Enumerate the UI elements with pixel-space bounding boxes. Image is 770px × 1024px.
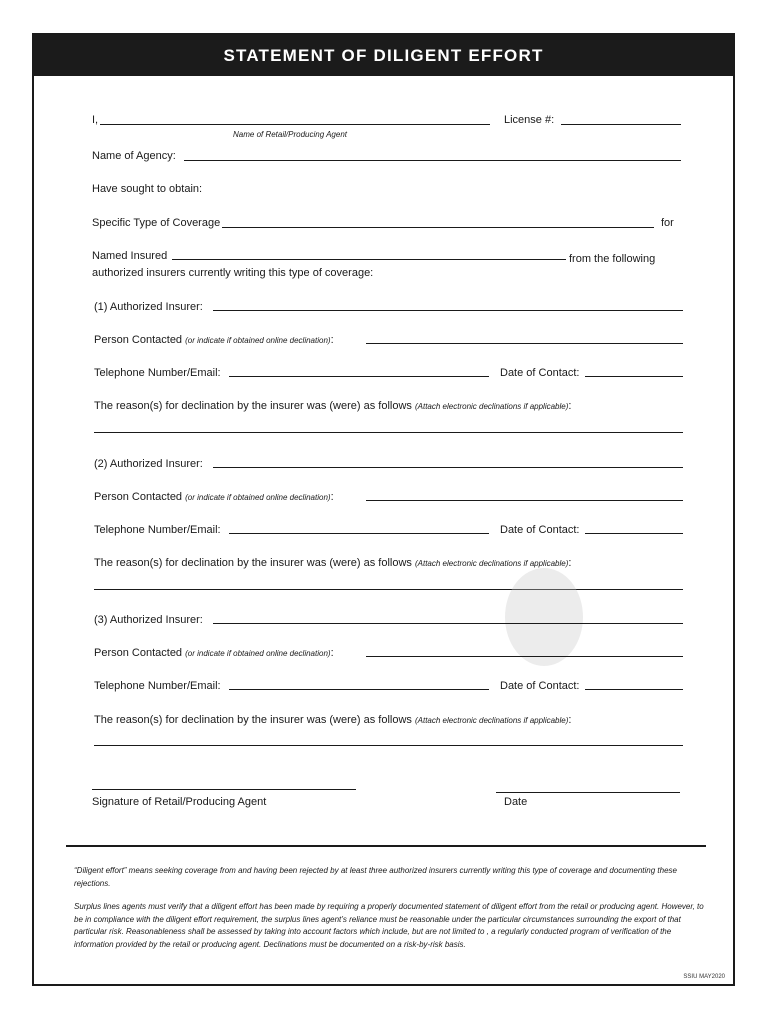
insurer-3-label: (3) Authorized Insurer: <box>94 614 203 626</box>
insurer-2-reason-label: The reason(s) for declination by the insurer was (were) as follows (Attach electronic declinations if applicable): <box>94 557 572 569</box>
signature-field[interactable] <box>92 789 356 790</box>
for-label: for <box>661 217 674 229</box>
signature-label: Signature of Retail/Producing Agent <box>92 796 267 808</box>
form-frame <box>32 33 735 986</box>
scan-smudge <box>505 568 583 666</box>
insurer-3-reason-label: The reason(s) for declination by the insurer was (were) as follows (Attach electronic declinations if applicable): <box>94 714 572 726</box>
insurer-1-field[interactable] <box>213 310 683 311</box>
license-field[interactable] <box>561 124 681 125</box>
insurer-1-reason-label: The reason(s) for declination by the insurer was (were) as follows (Attach electronic declinations if applicable): <box>94 400 572 412</box>
definition-note: “Diligent effort” means seeking coverage from and having been rejected by at least three authorized insurers currently writing this type of coverage and documenting these rejections. <box>74 866 677 888</box>
form-title: STATEMENT OF DILIGENT EFFORT <box>34 35 733 76</box>
agency-label: Name of Agency: <box>92 150 176 162</box>
insurer-2-phone-field[interactable] <box>229 533 489 534</box>
insurer-3-contact-field[interactable] <box>366 656 683 657</box>
insurer-3-reason-field[interactable] <box>94 745 683 746</box>
insurer-3-phone-label: Telephone Number/Email: <box>94 680 221 692</box>
insurer-2-contact-label: Person Contacted (or indicate if obtained online declination): <box>94 491 334 503</box>
insurer-3-date-label: Date of Contact: <box>500 680 580 692</box>
insurer-1-phone-label: Telephone Number/Email: <box>94 367 221 379</box>
agent-name-caption: Name of Retail/Producing Agent <box>233 130 347 139</box>
insurer-2-date-field[interactable] <box>585 533 683 534</box>
insurer-1-phone-field[interactable] <box>229 376 489 377</box>
signature-date-label: Date <box>504 796 528 808</box>
insurer-1-date-label: Date of Contact: <box>500 367 580 379</box>
insurer-3-phone-field[interactable] <box>229 689 489 690</box>
insurer-3-contact-label: Person Contacted (or indicate if obtained online declination): <box>94 647 334 659</box>
insurer-2-reason-field[interactable] <box>94 589 683 590</box>
insurer-1-contact-field[interactable] <box>366 343 683 344</box>
insurer-2-date-label: Date of Contact: <box>500 524 580 536</box>
insured-label: Named Insured <box>92 250 168 262</box>
from-label: from the following <box>569 253 656 265</box>
license-label: License #: <box>504 114 555 126</box>
insurer-2-field[interactable] <box>213 467 683 468</box>
insured-field[interactable] <box>172 259 566 260</box>
form-code: SSIU MAY2020 <box>683 974 725 980</box>
coverage-field[interactable] <box>222 227 654 228</box>
verification-note: Surplus lines agents must verify that a diligent effort has been made by requiring a properly documented statement of diligent effort from the retail or producing agent. However, to be in compliance with the diligent effort requirement, the surplus lines agent’s reliance must be reasonable under the particular circumstances surrounding the export of that particular risk. Reasonableness shall be assessed by taking into account factors which include, but are not limited to , a regularly conducted program of verification of the information provided by the retail or producing agent. Declinations must be documented on a risk-by-risk basis. <box>74 902 704 949</box>
insurer-1-label: (1) Authorized Insurer: <box>94 301 203 313</box>
authorized-text: authorized insurers currently writing this type of coverage: <box>92 267 374 279</box>
insurer-3-date-field[interactable] <box>585 689 683 690</box>
agent-name-field[interactable] <box>100 124 490 125</box>
insurer-2-label: (2) Authorized Insurer: <box>94 458 203 470</box>
insurer-2-phone-label: Telephone Number/Email: <box>94 524 221 536</box>
coverage-label: Specific Type of Coverage <box>92 217 221 229</box>
insurer-3-field[interactable] <box>213 623 683 624</box>
insurer-1-contact-label: Person Contacted (or indicate if obtained online declination): <box>94 334 334 346</box>
signature-date-field[interactable] <box>496 792 680 793</box>
agent-i-label: I, <box>92 114 99 126</box>
insurer-2-contact-field[interactable] <box>366 500 683 501</box>
agency-field[interactable] <box>184 160 681 161</box>
section-divider <box>66 845 706 847</box>
insurer-1-date-field[interactable] <box>585 376 683 377</box>
sought-label: Have sought to obtain: <box>92 183 203 195</box>
insurer-1-reason-field[interactable] <box>94 432 683 433</box>
